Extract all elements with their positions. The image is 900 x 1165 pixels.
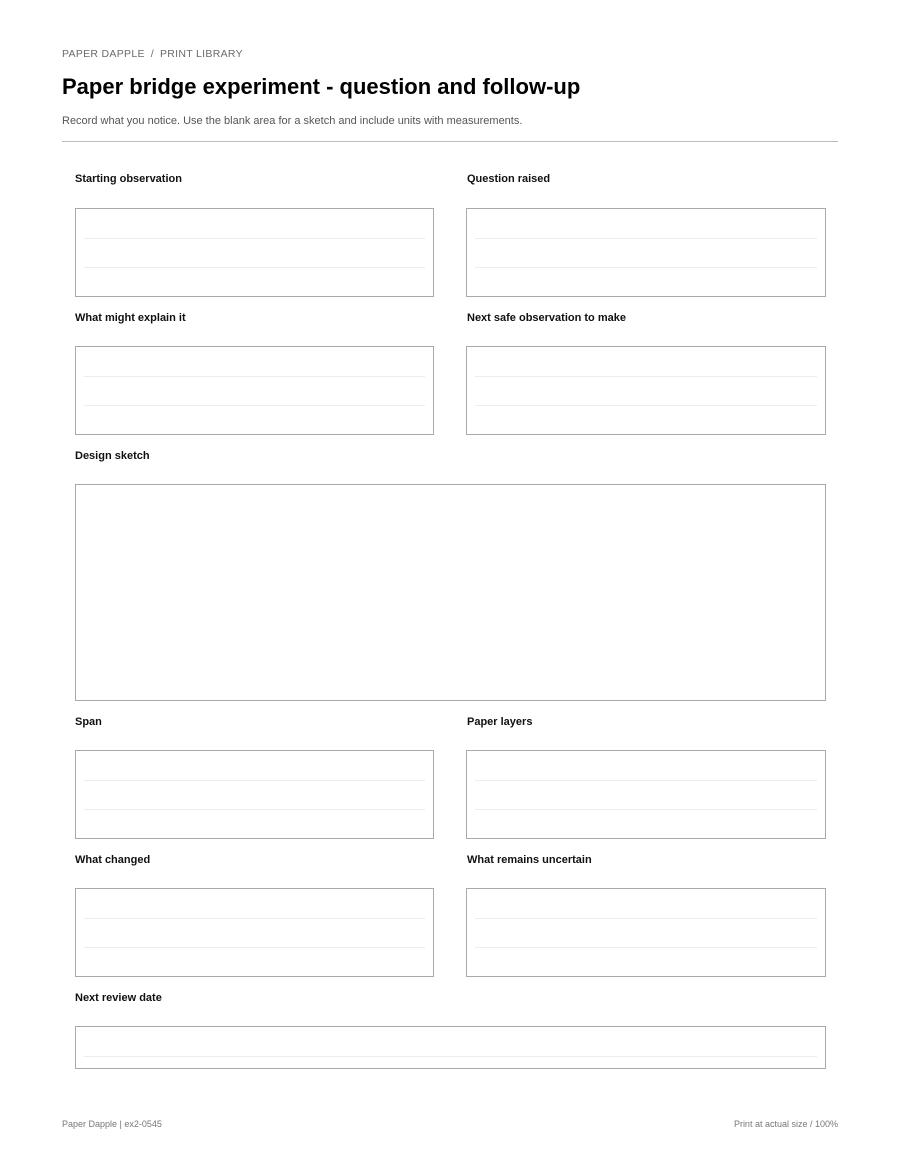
what-changed-field[interactable] <box>75 888 434 977</box>
header-divider <box>62 141 838 142</box>
writing-line <box>475 376 817 377</box>
writing-line <box>84 405 425 406</box>
breadcrumb-item-brand: PAPER DAPPLE <box>62 48 145 60</box>
span-label: Span <box>75 716 102 728</box>
footer-document-id: Paper Dapple | ex2-0545 <box>62 1119 162 1129</box>
writing-line <box>84 238 425 239</box>
paper-layers-label: Paper layers <box>467 716 533 728</box>
writing-line <box>475 947 817 948</box>
writing-line <box>475 780 817 781</box>
what-remains-uncertain-field[interactable] <box>466 888 826 977</box>
next-safe-observation-label: Next safe observation to make <box>467 312 626 324</box>
writing-line <box>84 1056 817 1057</box>
question-raised-label: Question raised <box>467 173 551 185</box>
next-review-date-label: Next review date <box>75 992 162 1004</box>
starting-observation-field[interactable] <box>75 208 434 297</box>
what-might-explain-field[interactable] <box>75 346 434 435</box>
next-safe-observation-field[interactable] <box>466 346 826 435</box>
writing-line <box>84 267 425 268</box>
writing-line <box>84 780 425 781</box>
next-review-date-field[interactable] <box>75 1026 826 1069</box>
writing-line <box>84 376 425 377</box>
starting-observation-label: Starting observation <box>75 173 182 185</box>
what-might-explain-label: What might explain it <box>75 312 186 324</box>
footer-print-note: Print at actual size / 100% <box>733 1119 838 1129</box>
writing-line <box>84 809 425 810</box>
writing-line <box>84 947 425 948</box>
what-remains-uncertain-label: What remains uncertain <box>467 854 592 866</box>
breadcrumb-item-library: PRINT LIBRARY <box>160 48 243 60</box>
writing-line <box>475 238 817 239</box>
what-changed-label: What changed <box>75 854 151 866</box>
span-field[interactable] <box>75 750 434 839</box>
writing-line <box>475 405 817 406</box>
design-sketch-area[interactable] <box>75 484 826 701</box>
question-raised-field[interactable] <box>466 208 826 297</box>
breadcrumb-separator: / <box>150 48 154 60</box>
page-subtitle: Record what you notice. Use the blank area for a sketch and include units with measurements. <box>62 115 523 127</box>
writing-line <box>84 918 425 919</box>
page-title: Paper bridge experiment - question and follow-up <box>62 74 581 99</box>
writing-line <box>475 809 817 810</box>
design-sketch-label: Design sketch <box>75 450 150 462</box>
paper-layers-field[interactable] <box>466 750 826 839</box>
writing-line <box>475 918 817 919</box>
writing-line <box>475 267 817 268</box>
breadcrumb <box>62 48 243 60</box>
